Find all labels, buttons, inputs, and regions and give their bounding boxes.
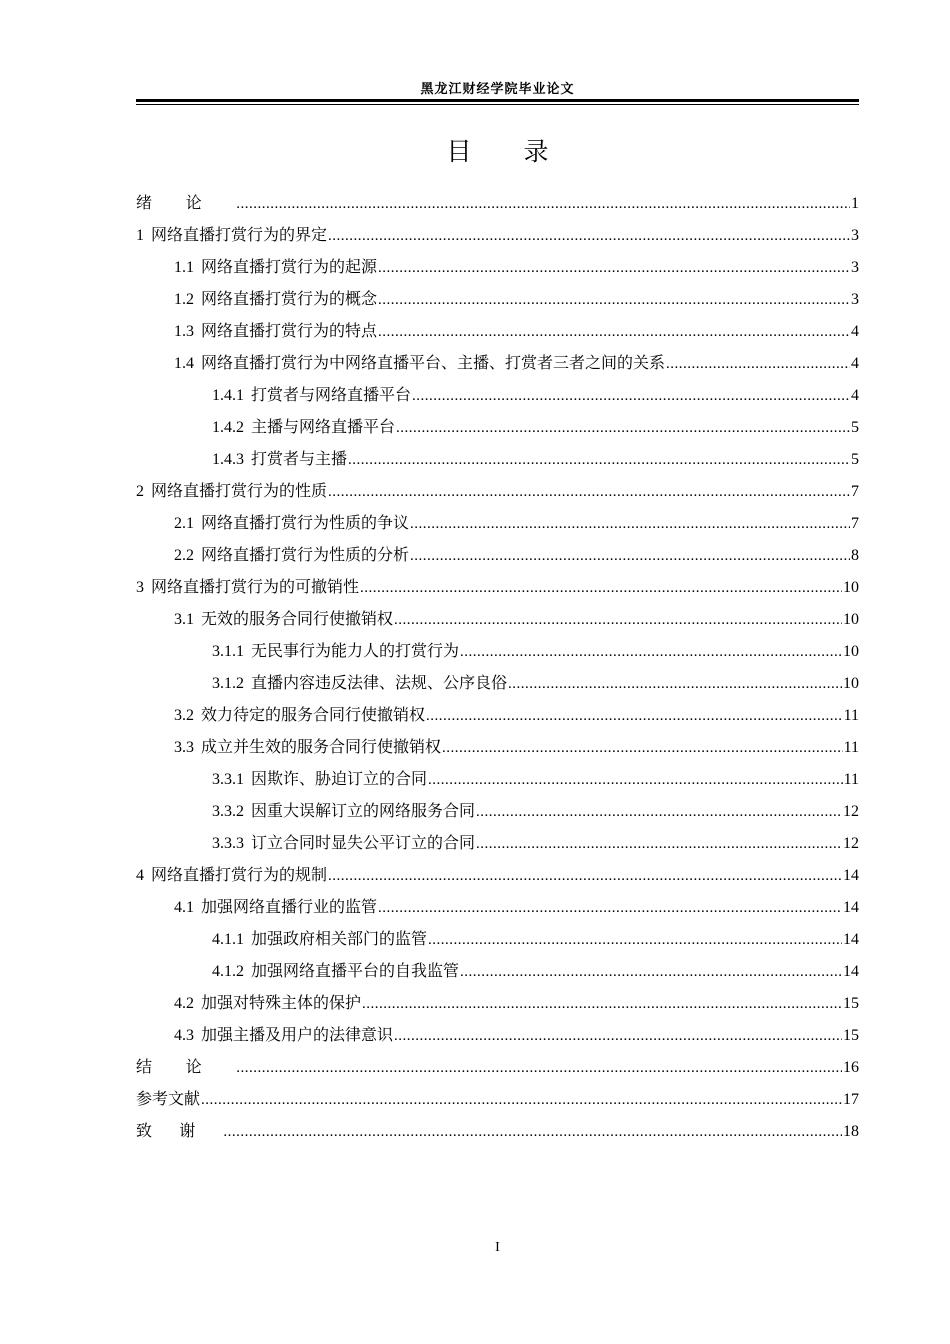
- toc-entry-label: 网络直播打赏行为性质的争议: [201, 513, 410, 532]
- toc-entry[interactable]: [136, 955, 859, 987]
- toc-entry-label: 致谢: [136, 1121, 223, 1140]
- toc-entry-page: 7: [851, 515, 859, 532]
- toc-entry-label: 加强政府相关部门的监管: [251, 929, 428, 948]
- toc-entry-number: 2.2: [174, 547, 194, 564]
- toc-entry-label: 网络直播打赏行为中网络直播平台、主播、打赏者三者之间的关系: [201, 353, 666, 372]
- toc-leader-dots: [236, 188, 850, 220]
- toc-entry[interactable]: [136, 699, 859, 731]
- toc-leader-dots: [236, 1052, 842, 1084]
- toc-entry-page: 3: [851, 259, 859, 276]
- page-title: 目 录: [446, 137, 549, 166]
- toc-entry-page: 15: [843, 1027, 859, 1044]
- toc-entry-label: 打赏者与主播: [251, 449, 348, 468]
- toc-leader-dots: [666, 348, 850, 380]
- toc-leader-dots: [442, 732, 843, 764]
- toc-entry[interactable]: [136, 379, 859, 411]
- toc-entry-number: 3.1.1: [212, 643, 244, 660]
- toc-entry-page: 8: [851, 547, 859, 564]
- toc-entry[interactable]: [136, 1115, 859, 1147]
- toc-entry-page: 11: [843, 739, 859, 756]
- toc-entry-page: 14: [843, 963, 859, 980]
- toc-entry-number: 3.3.3: [212, 835, 244, 852]
- toc-entry[interactable]: [136, 667, 859, 699]
- toc-entry-number: 1.1: [174, 259, 194, 276]
- toc-leader-dots: [508, 668, 842, 700]
- toc-entry[interactable]: [136, 923, 859, 955]
- toc-leader-dots: [348, 444, 850, 476]
- toc-entry-label: 网络直播打赏行为的特点: [201, 321, 378, 340]
- toc-entry-number: 1.4.3: [212, 451, 244, 468]
- toc-entry-page: 10: [843, 643, 859, 660]
- toc-entry-page: 4: [851, 387, 859, 404]
- toc-entry[interactable]: [136, 539, 859, 571]
- toc-entry-label: 网络直播打赏行为的可撤销性: [151, 577, 360, 596]
- toc-entry-label: 结论: [136, 1057, 236, 1076]
- toc-entry-label: 订立合同时显失公平订立的合同: [251, 833, 476, 852]
- toc-entry-page: 5: [851, 451, 859, 468]
- toc-entry-label: 网络直播打赏行为的性质: [151, 481, 328, 500]
- toc-entry-label: 加强对特殊主体的保护: [201, 993, 362, 1012]
- toc-entry[interactable]: [136, 795, 859, 827]
- toc-entry-number: 3.3: [174, 739, 194, 756]
- header-rule-thick: [136, 99, 859, 102]
- toc-entry-label: 网络直播打赏行为的概念: [201, 289, 378, 308]
- toc-leader-dots: [378, 252, 850, 284]
- toc-entry-number: 3.2: [174, 707, 194, 724]
- toc-entry-page: 17: [843, 1091, 859, 1108]
- header-rule-thin: [136, 104, 859, 105]
- toc-entry-number: 1.4: [174, 355, 194, 372]
- toc-leader-dots: [378, 284, 850, 316]
- toc-entry-number: 4.3: [174, 1027, 194, 1044]
- toc-entry-label: 成立并生效的服务合同行使撤销权: [201, 737, 442, 756]
- toc-entry-page: 15: [843, 995, 859, 1012]
- toc-leader-dots: [328, 476, 850, 508]
- toc-entry-label: 直播内容违反法律、法规、公序良俗: [251, 673, 508, 692]
- toc-entry[interactable]: [136, 347, 859, 379]
- toc-entry-page: 14: [843, 867, 859, 884]
- toc-entry-label: 加强网络直播平台的自我监管: [251, 961, 460, 980]
- toc-leader-dots: [201, 1084, 842, 1116]
- toc-leader-dots: [476, 796, 842, 828]
- toc-entry-page: 4: [851, 323, 859, 340]
- toc-entry-label: 网络直播打赏行为的规制: [151, 865, 328, 884]
- toc-entry-number: 3.1: [174, 611, 194, 628]
- toc-entry-number: 4: [136, 867, 144, 884]
- toc-leader-dots: [428, 924, 842, 956]
- toc-entry-label: 无效的服务合同行使撤销权: [201, 609, 394, 628]
- toc-leader-dots: [460, 956, 842, 988]
- toc-leader-dots: [460, 636, 842, 668]
- toc-entry-page: 18: [843, 1123, 859, 1140]
- toc-entry-page: 14: [843, 931, 859, 948]
- toc-entry[interactable]: [136, 827, 859, 859]
- toc-entry[interactable]: [136, 731, 859, 763]
- toc-entry-number: 3: [136, 579, 144, 596]
- toc-entry-page: 12: [843, 803, 859, 820]
- toc-entry[interactable]: [136, 187, 859, 219]
- toc-entry[interactable]: [136, 1051, 859, 1083]
- toc-entry-page: 12: [843, 835, 859, 852]
- toc-entry-page: 3: [851, 291, 859, 308]
- toc-entry-label: 因欺诈、胁迫订立的合同: [251, 769, 428, 788]
- toc-leader-dots: [328, 220, 850, 252]
- toc-entry-page: 5: [851, 419, 859, 436]
- toc-leader-dots: [328, 860, 842, 892]
- toc-entry-label: 因重大误解订立的网络服务合同: [251, 801, 476, 820]
- toc-leader-dots: [394, 604, 842, 636]
- toc-entry[interactable]: [136, 475, 859, 507]
- toc-entry-number: 3.3.2: [212, 803, 244, 820]
- toc-leader-dots: [378, 892, 842, 924]
- toc-leader-dots: [360, 572, 842, 604]
- toc-entry-label: 参考文献: [136, 1089, 201, 1108]
- toc-entry-label: 网络直播打赏行为的起源: [201, 257, 378, 276]
- toc-entry-page: 3: [851, 227, 859, 244]
- toc-entry[interactable]: [136, 443, 859, 475]
- toc-entry[interactable]: [136, 859, 859, 891]
- toc-entry-number: 1.4.1: [212, 387, 244, 404]
- toc-entry-page: 1: [851, 195, 859, 212]
- toc-entry-page: 10: [843, 579, 859, 596]
- page-number: I: [495, 1240, 500, 1255]
- toc-entry-page: 10: [843, 611, 859, 628]
- toc-entry-page: 11: [843, 771, 859, 788]
- toc-entry-label: 网络直播打赏行为的界定: [151, 225, 328, 244]
- toc-entry-label: 效力待定的服务合同行使撤销权: [201, 705, 426, 724]
- toc-entry-page: 11: [843, 707, 859, 724]
- toc-entry[interactable]: [136, 1083, 859, 1115]
- toc-entry-page: 10: [843, 675, 859, 692]
- toc-entry[interactable]: [136, 603, 859, 635]
- toc-entry-label: 打赏者与网络直播平台: [251, 385, 412, 404]
- toc-entry-page: 7: [851, 483, 859, 500]
- toc-entry[interactable]: [136, 251, 859, 283]
- toc-entry-number: 3.3.1: [212, 771, 244, 788]
- toc-entry[interactable]: [136, 411, 859, 443]
- toc-entry-number: 4.1.1: [212, 931, 244, 948]
- toc-entry-label: 无民事行为能力人的打赏行为: [251, 641, 460, 660]
- toc-entry-page: 4: [851, 355, 859, 372]
- toc-leader-dots: [410, 540, 850, 572]
- running-header: 黑龙江财经学院毕业论文: [420, 82, 575, 97]
- toc-leader-dots: [394, 1020, 842, 1052]
- toc-entry-page: 16: [843, 1059, 859, 1076]
- toc-entry[interactable]: [136, 891, 859, 923]
- toc-entry-label: 加强主播及用户的法律意识: [201, 1025, 394, 1044]
- table-of-contents: [136, 187, 859, 1147]
- toc-entry-number: 4.1: [174, 899, 194, 916]
- toc-leader-dots: [412, 380, 850, 412]
- toc-leader-dots: [396, 412, 850, 444]
- toc-entry-number: 1.4.2: [212, 419, 244, 436]
- toc-entry-number: 1.3: [174, 323, 194, 340]
- toc-entry-page: 14: [843, 899, 859, 916]
- toc-leader-dots: [378, 316, 850, 348]
- toc-entry[interactable]: [136, 763, 859, 795]
- toc-entry[interactable]: [136, 507, 859, 539]
- toc-entry-number: 2.1: [174, 515, 194, 532]
- toc-entry[interactable]: [136, 987, 859, 1019]
- toc-entry-number: 3.1.2: [212, 675, 244, 692]
- toc-entry[interactable]: [136, 283, 859, 315]
- toc-entry-label: 加强网络直播行业的监管: [201, 897, 378, 916]
- toc-leader-dots: [410, 508, 850, 540]
- toc-entry[interactable]: [136, 1019, 859, 1051]
- toc-entry-number: 4.2: [174, 995, 194, 1012]
- toc-entry-number: 2: [136, 483, 144, 500]
- toc-leader-dots: [428, 764, 843, 796]
- toc-entry-label: 网络直播打赏行为性质的分析: [201, 545, 410, 564]
- toc-entry[interactable]: [136, 219, 859, 251]
- toc-leader-dots: [223, 1116, 842, 1148]
- toc-entry[interactable]: [136, 315, 859, 347]
- toc-entry[interactable]: [136, 635, 859, 667]
- toc-entry-number: 4.1.2: [212, 963, 244, 980]
- toc-leader-dots: [362, 988, 842, 1020]
- toc-entry-label: 主播与网络直播平台: [251, 417, 396, 436]
- toc-entry[interactable]: [136, 571, 859, 603]
- toc-leader-dots: [426, 700, 843, 732]
- toc-entry-number: 1: [136, 227, 144, 244]
- toc-leader-dots: [476, 828, 842, 860]
- toc-entry-label: 绪论: [136, 193, 236, 212]
- toc-entry-number: 1.2: [174, 291, 194, 308]
